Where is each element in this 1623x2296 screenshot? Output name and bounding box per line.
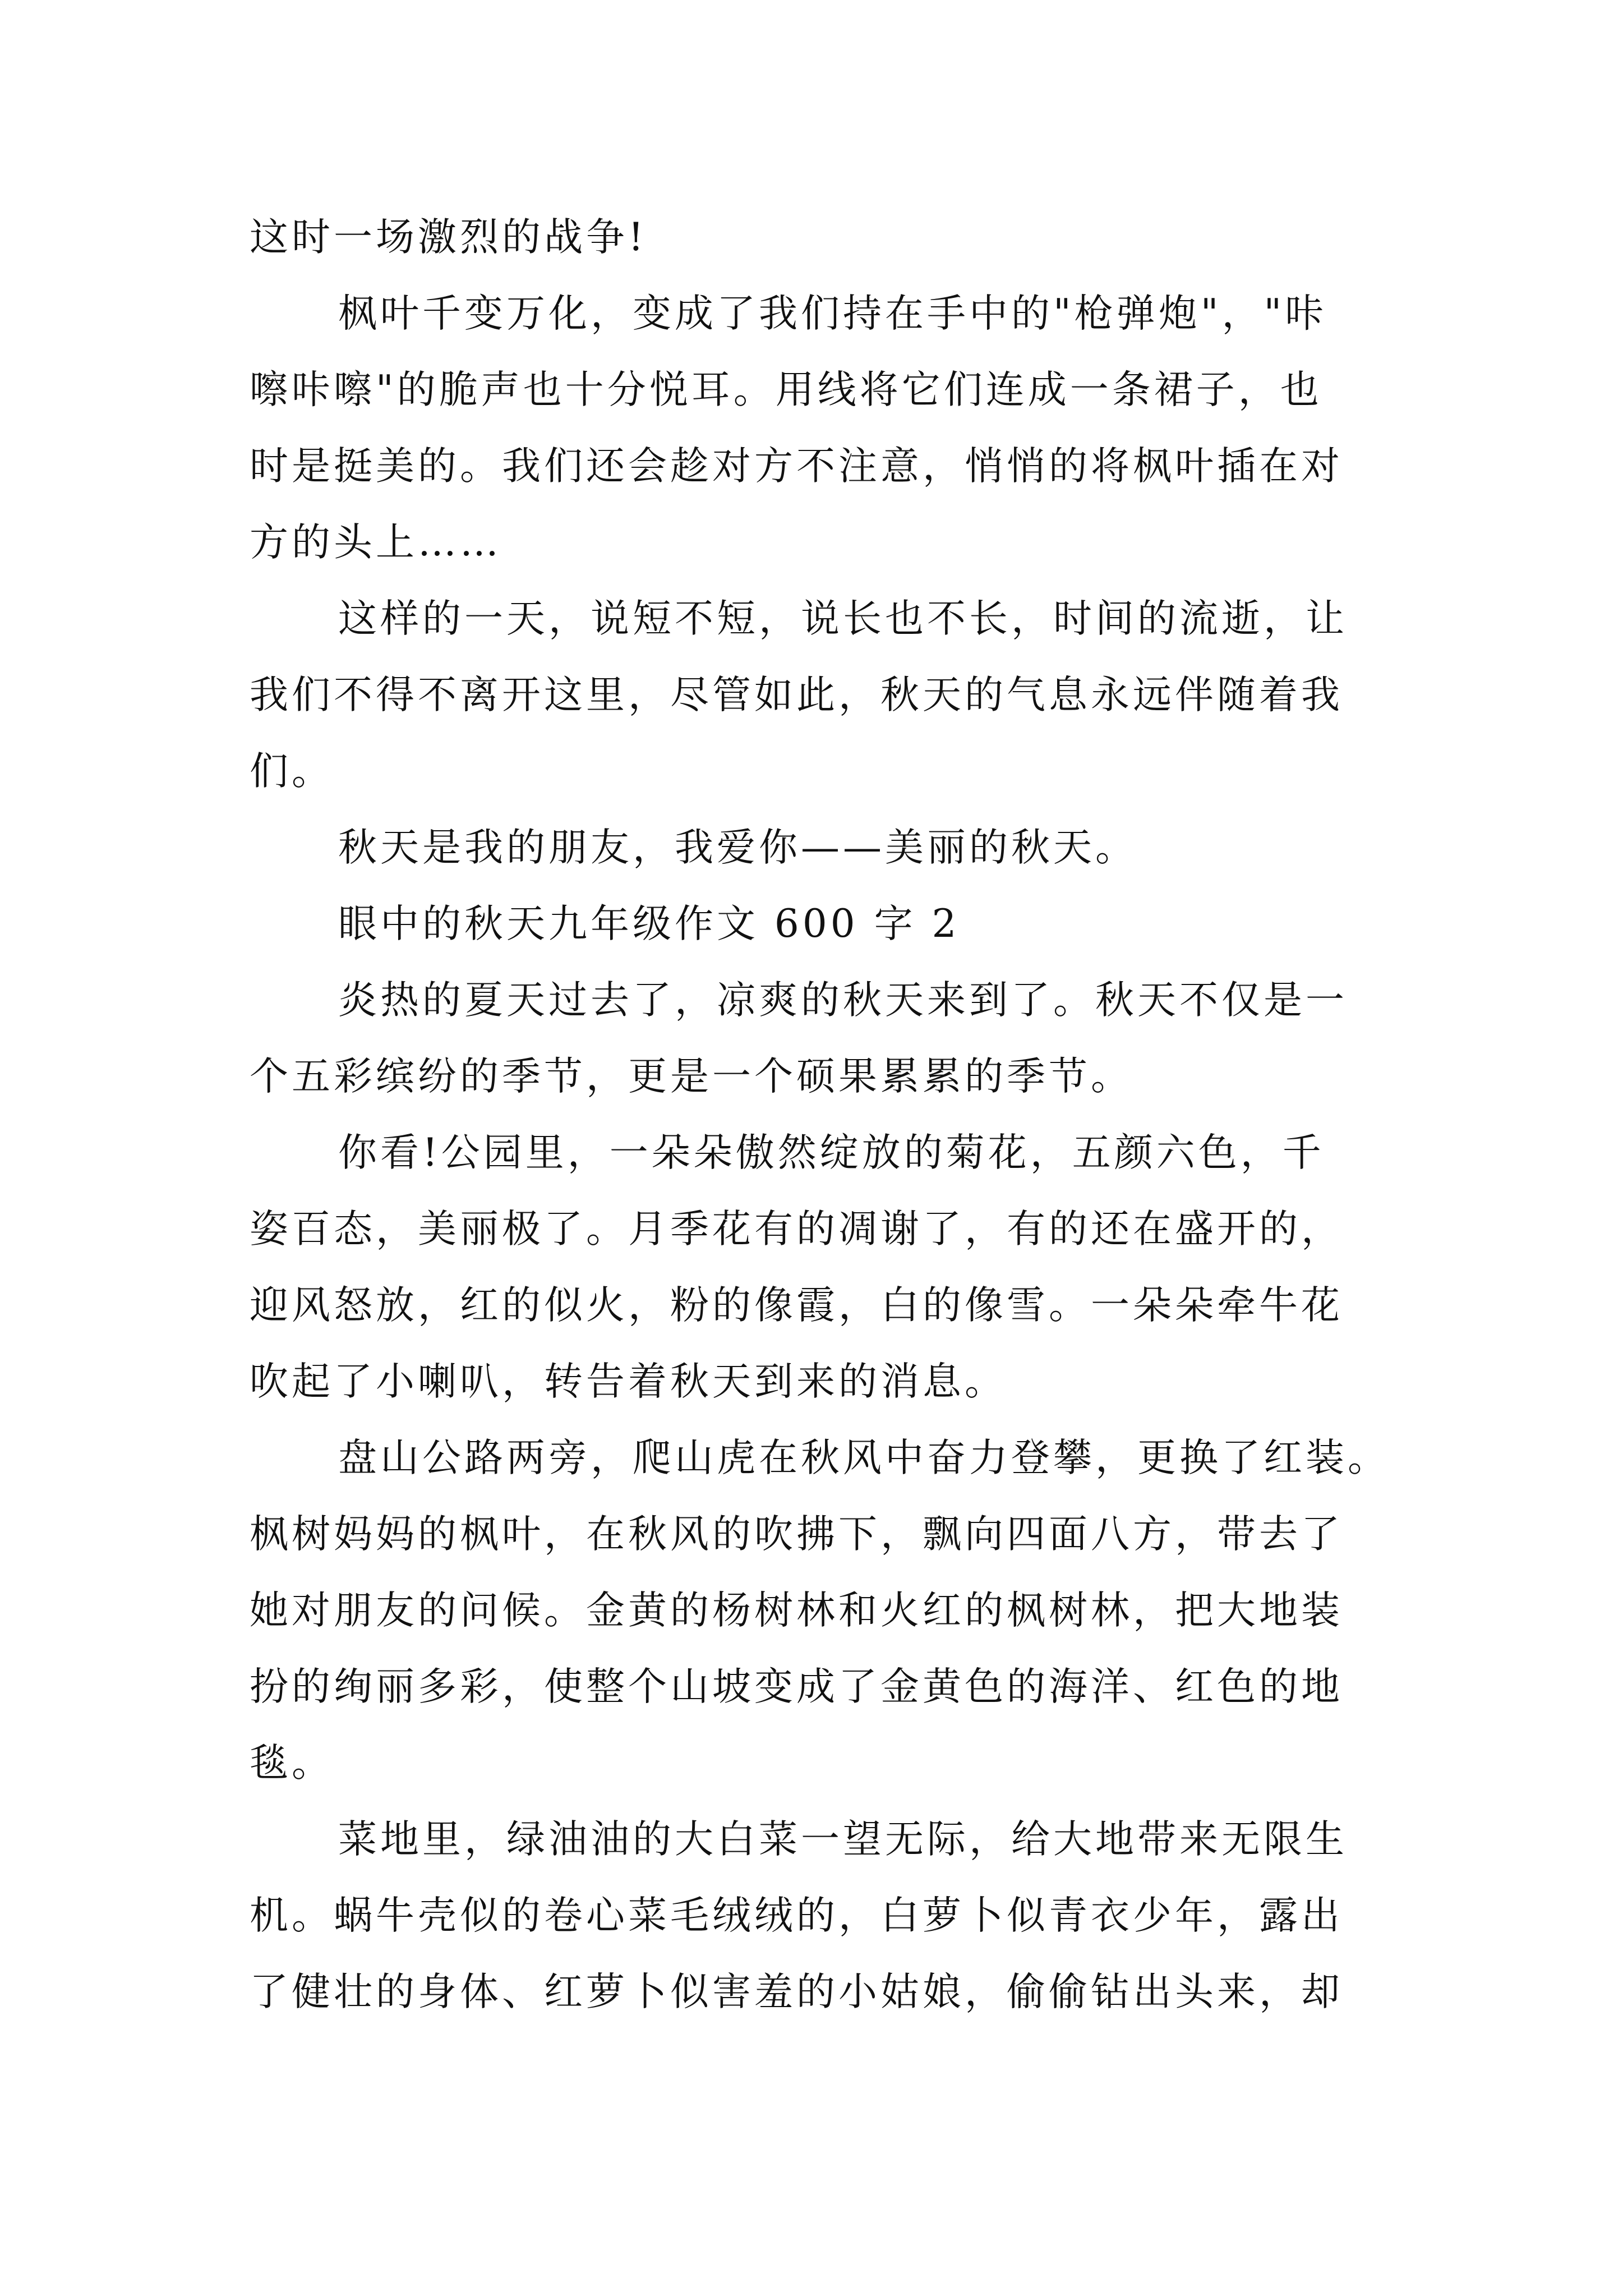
text-line: 我们不得不离开这里，尽管如此，秋天的气息永远伴随着我 bbox=[250, 673, 1343, 717]
paragraph bbox=[250, 1801, 1391, 2030]
paragraph bbox=[250, 1420, 1391, 1801]
paragraph bbox=[250, 275, 1391, 581]
text-line: 了健壮的身体、红萝卜似害羞的小姑娘，偷偷钻出头来，却 bbox=[250, 1970, 1343, 2014]
text-line: 毯。 bbox=[250, 1741, 334, 1786]
text-line: 盘山公路两旁，爬山虎在秋风中奋力登攀，更换了红装。 bbox=[338, 1435, 1390, 1480]
text-line: 嚓咔嚓"的脆声也十分悦耳。用线将它们连成一条裙子，也 bbox=[250, 367, 1322, 412]
text-line: 这时一场激烈的战争! bbox=[250, 215, 647, 260]
text-line: 这样的一天，说短不短，说长也不长，时间的流逝，让 bbox=[338, 596, 1348, 641]
text-line: 吹起了小喇叭，转告着秋天到来的消息。 bbox=[250, 1359, 1007, 1404]
paragraph bbox=[250, 809, 1391, 886]
paragraph bbox=[250, 962, 1391, 1115]
text-line: 们。 bbox=[250, 749, 334, 794]
text-line: 枫叶千变万化，变成了我们持在手中的"枪弹炮"，"咔 bbox=[338, 291, 1327, 336]
paragraph bbox=[250, 1115, 1391, 1420]
section-heading bbox=[250, 886, 1391, 962]
text-line: 炎热的夏天过去了，凉爽的秋天来到了。秋天不仅是一 bbox=[338, 978, 1348, 1023]
text-line: 姿百态，美丽极了。月季花有的凋谢了，有的还在盛开的， bbox=[250, 1207, 1343, 1251]
text-line: 枫树妈妈的枫叶，在秋风的吹拂下，飘向四面八方，带去了 bbox=[250, 1512, 1343, 1557]
text-line: 她对朋友的问候。金黄的杨树林和火红的枫树林，把大地装 bbox=[250, 1588, 1343, 1633]
paragraph bbox=[250, 581, 1391, 809]
text-line: 秋天是我的朋友，我爱你——美丽的秋天。 bbox=[338, 825, 1137, 870]
text-line: 眼中的秋天九年级作文 600 字 2 bbox=[338, 901, 960, 946]
text-line: 方的头上…… bbox=[250, 520, 502, 565]
text-line: 扮的绚丽多彩，使整个山坡变成了金黄色的海洋、红色的地 bbox=[250, 1664, 1343, 1709]
text-line: 个五彩缤纷的季节，更是一个硕果累累的季节。 bbox=[250, 1054, 1133, 1099]
paragraph bbox=[250, 199, 1391, 275]
text-line: 迎风怒放，红的似火，粉的像霞，白的像雪。一朵朵牵牛花 bbox=[250, 1283, 1343, 1328]
text-line: 机。蜗牛壳似的卷心菜毛绒绒的，白萝卜似青衣少年，露出 bbox=[250, 1893, 1343, 1938]
text-line: 时是挺美的。我们还会趁对方不注意，悄悄的将枫叶插在对 bbox=[250, 444, 1343, 489]
document-body bbox=[250, 199, 1391, 2030]
text-line: 菜地里，绿油油的大白菜一望无际，给大地带来无限生 bbox=[338, 1817, 1348, 1862]
text-line: 你看!公园里，一朵朵傲然绽放的菊花，五颜六色，千 bbox=[338, 1130, 1325, 1175]
